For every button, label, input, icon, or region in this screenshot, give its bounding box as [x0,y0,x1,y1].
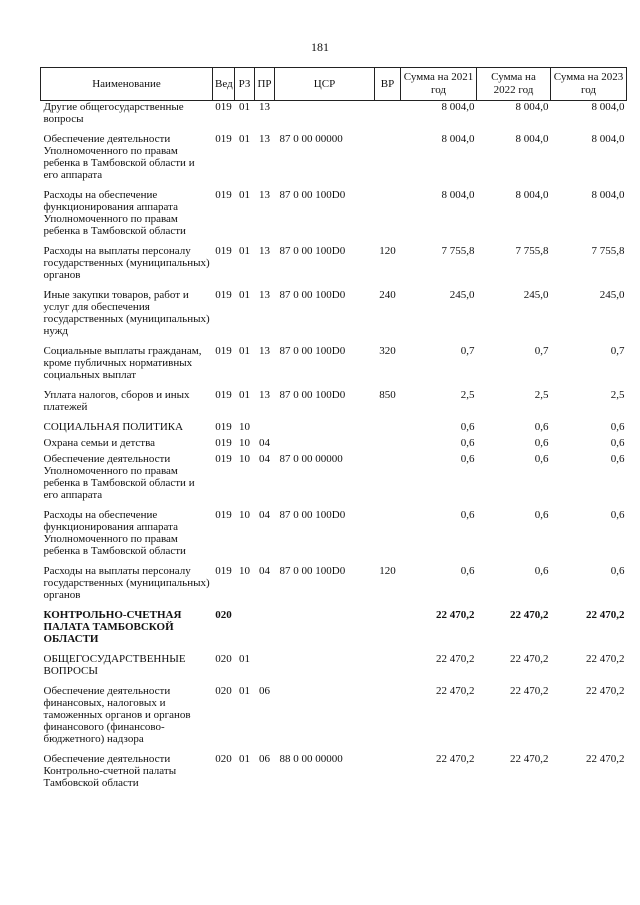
cell-ved: 019 [215,453,232,465]
table-row [41,437,627,453]
cell-pr: 04 [259,565,270,577]
cell-name: Расходы на выплаты персоналу государственных (муниципальных) органов [43,565,210,601]
cell-pr: 13 [259,389,270,401]
cell-name: Обеспечение деятельности Контрольно-счетной палаты Тамбовской области [43,753,177,789]
cell-ved: 019 [215,189,232,201]
cell-csr: 87 0 00 100D0 [279,389,346,401]
cell-vr [375,753,401,797]
cell-rz: 01 [239,653,250,665]
cell-csr [275,421,375,437]
cell-rz: 01 [239,133,250,145]
table-header-row [41,68,627,101]
cell-ved: 019 [215,389,232,401]
cell-ved: 020 [215,653,232,665]
table-row [41,133,627,189]
table-row [41,609,627,653]
table-row [41,685,627,753]
cell-sum-2021: 0,6 [460,421,475,433]
cell-sum-2023: 8 004,0 [591,189,625,201]
cell-rz: 01 [239,101,250,113]
cell-rz: 10 [239,565,250,577]
cell-ved: 019 [215,565,232,577]
cell-sum-2021: 0,6 [460,437,475,449]
cell-sum-2022: 0,6 [534,421,549,433]
cell-pr: 13 [259,245,270,257]
cell-csr [275,653,375,685]
cell-vr: 850 [379,389,396,401]
cell-sum-2021: 0,6 [460,509,475,521]
cell-pr: 13 [259,189,270,201]
cell-sum-2023: 7 755,8 [591,245,625,257]
table-row [41,453,627,509]
cell-csr: 87 0 00 00000 [279,453,343,465]
cell-sum-2022: 22 470,2 [510,653,549,665]
cell-sum-2022: 0,6 [534,453,549,465]
table-row [41,389,627,421]
cell-rz: 01 [239,685,250,697]
cell-name: Другие общегосударственные вопросы [43,101,184,125]
cell-sum-2021: 22 470,2 [436,753,475,765]
cell-csr [275,685,375,753]
cell-csr: 87 0 00 00000 [279,133,343,145]
cell-vr [375,685,401,753]
cell-csr [275,101,375,134]
cell-sum-2021: 7 755,8 [441,245,475,257]
cell-name: Обеспечение деятельности Уполномоченного по правам ребенка в Тамбовской области и его аппарата [43,133,195,181]
cell-ved: 019 [215,133,232,145]
cell-sum-2022: 8 004,0 [515,133,549,145]
cell-ved: 019 [215,345,232,357]
cell-name: СОЦИАЛЬНАЯ ПОЛИТИКА [43,421,184,433]
cell-rz: 01 [239,753,250,765]
cell-sum-2021: 2,5 [460,389,475,401]
cell-vr [375,133,401,189]
cell-sum-2022: 8 004,0 [515,101,549,113]
cell-csr [275,437,375,453]
cell-vr: 240 [379,289,396,301]
cell-sum-2021: 8 004,0 [441,133,475,145]
cell-rz: 10 [239,453,250,465]
cell-pr: 06 [259,685,270,697]
header-ved: Вед [213,68,235,101]
cell-sum-2023: 22 470,2 [586,653,625,665]
cell-rz: 01 [239,245,250,257]
cell-ved: 019 [215,245,232,257]
cell-sum-2023: 22 470,2 [586,609,625,621]
cell-csr: 87 0 00 100D0 [279,189,346,201]
cell-rz: 01 [239,189,250,201]
cell-sum-2022: 22 470,2 [510,753,549,765]
cell-csr: 87 0 00 100D0 [279,509,346,521]
cell-pr: 13 [259,289,270,301]
cell-sum-2021: 8 004,0 [441,189,475,201]
cell-sum-2022: 0,6 [534,565,549,577]
cell-sum-2023: 2,5 [610,389,625,401]
cell-vr [375,437,401,453]
cell-ved: 019 [215,289,232,301]
table-row [41,509,627,565]
cell-sum-2023: 0,7 [610,345,625,357]
cell-ved: 019 [215,421,232,433]
cell-name: Расходы на обеспечение функционирования аппарата Уполномоченного по правам ребенка в Тамбовской области [43,189,186,237]
cell-rz [235,609,255,653]
cell-name: Уплата налогов, сборов и иных платежей [43,389,190,413]
cell-name: Охрана семьи и детства [43,437,156,449]
cell-sum-2021: 22 470,2 [436,685,475,697]
cell-sum-2023: 245,0 [599,289,625,301]
cell-sum-2023: 0,6 [610,421,625,433]
cell-csr: 87 0 00 100D0 [279,345,346,357]
cell-rz: 10 [239,421,250,433]
cell-name: Иные закупки товаров, работ и услуг для обеспечения государственных (муниципальных) нужд [43,289,210,337]
cell-sum-2022: 0,6 [534,509,549,521]
cell-sum-2023: 0,6 [610,437,625,449]
cell-vr [375,609,401,653]
header-sum-2021: Сумма на 2021 год [401,68,477,101]
cell-sum-2023: 8 004,0 [591,101,625,113]
cell-rz: 01 [239,389,250,401]
cell-pr [255,421,275,437]
cell-sum-2021: 0,6 [460,453,475,465]
header-pr: ПР [255,68,275,101]
cell-vr [375,453,401,509]
cell-sum-2023: 8 004,0 [591,133,625,145]
cell-pr [255,609,275,653]
cell-name: Расходы на обеспечение функционирования аппарата Уполномоченного по правам ребенка в Тамбовской области [43,509,186,557]
page-number: 181 [311,40,329,54]
header-rz: РЗ [235,68,255,101]
cell-vr: 320 [379,345,396,357]
cell-sum-2022: 22 470,2 [510,609,549,621]
cell-pr: 13 [259,133,270,145]
cell-sum-2021: 0,6 [460,565,475,577]
cell-sum-2021: 22 470,2 [436,653,475,665]
table-row [41,189,627,245]
table-row [41,421,627,437]
cell-rz: 01 [239,345,250,357]
cell-sum-2021: 8 004,0 [441,101,475,113]
header-vr: ВР [375,68,401,101]
cell-sum-2022: 7 755,8 [515,245,549,257]
cell-csr: 88 0 00 00000 [279,753,343,765]
header-name: Наименование [41,68,213,101]
table-row [41,565,627,609]
table-row [41,653,627,685]
cell-pr: 13 [259,345,270,357]
table-row [41,101,627,134]
cell-csr [275,609,375,653]
cell-name: Расходы на выплаты персоналу государственных (муниципальных) органов [43,245,210,281]
cell-pr: 13 [259,101,270,113]
cell-rz: 01 [239,289,250,301]
cell-sum-2021: 22 470,2 [436,609,475,621]
cell-sum-2023: 22 470,2 [586,753,625,765]
cell-vr [375,101,401,134]
cell-name: КОНТРОЛЬНО-СЧЕТНАЯ ПАЛАТА ТАМБОВСКОЙ ОБЛАСТИ [43,609,182,645]
cell-vr [375,653,401,685]
cell-ved: 020 [215,609,232,621]
cell-ved: 019 [215,509,232,521]
cell-pr: 04 [259,509,270,521]
header-csr: ЦСР [275,68,375,101]
cell-csr: 87 0 00 100D0 [279,245,346,257]
cell-sum-2021: 245,0 [449,289,475,301]
cell-vr: 120 [379,245,396,257]
cell-sum-2022: 245,0 [523,289,549,301]
cell-name: Обеспечение деятельности Уполномоченного по правам ребенка в Тамбовской области и его аппарата [43,453,195,501]
cell-ved: 020 [215,685,232,697]
cell-name: Обеспечение деятельности финансовых, налоговых и таможенных органов и органов финансового (финансово-бюджетного) надзора [43,685,191,745]
cell-vr [375,189,401,245]
cell-sum-2022: 0,6 [534,437,549,449]
cell-sum-2022: 0,7 [534,345,549,357]
cell-sum-2022: 8 004,0 [515,189,549,201]
cell-vr [375,509,401,565]
header-sum-2022: Сумма на 2022 год [477,68,551,101]
cell-sum-2023: 0,6 [610,453,625,465]
cell-vr: 120 [379,565,396,577]
cell-rz: 10 [239,509,250,521]
cell-sum-2022: 2,5 [534,389,549,401]
cell-vr [375,421,401,437]
cell-name: ОБЩЕГОСУДАРСТВЕННЫЕ ВОПРОСЫ [43,653,186,677]
cell-pr: 04 [259,437,270,449]
cell-sum-2023: 0,6 [610,509,625,521]
table-row [41,289,627,345]
cell-pr: 06 [259,753,270,765]
cell-csr: 87 0 00 100D0 [279,289,346,301]
table-row [41,245,627,289]
cell-ved: 019 [215,101,232,113]
cell-sum-2023: 0,6 [610,565,625,577]
header-sum-2023: Сумма на 2023 год [551,68,627,101]
cell-sum-2021: 0,7 [460,345,475,357]
cell-name: Социальные выплаты гражданам, кроме публичных нормативных социальных выплат [43,345,202,381]
cell-pr [255,653,275,685]
table-row [41,345,627,389]
cell-pr: 04 [259,453,270,465]
cell-csr: 87 0 00 100D0 [279,565,346,577]
cell-sum-2022: 22 470,2 [510,685,549,697]
cell-ved: 020 [215,753,232,765]
budget-table [40,67,627,797]
cell-ved: 019 [215,437,232,449]
table-row [41,753,627,797]
cell-rz: 10 [239,437,250,449]
cell-sum-2023: 22 470,2 [586,685,625,697]
